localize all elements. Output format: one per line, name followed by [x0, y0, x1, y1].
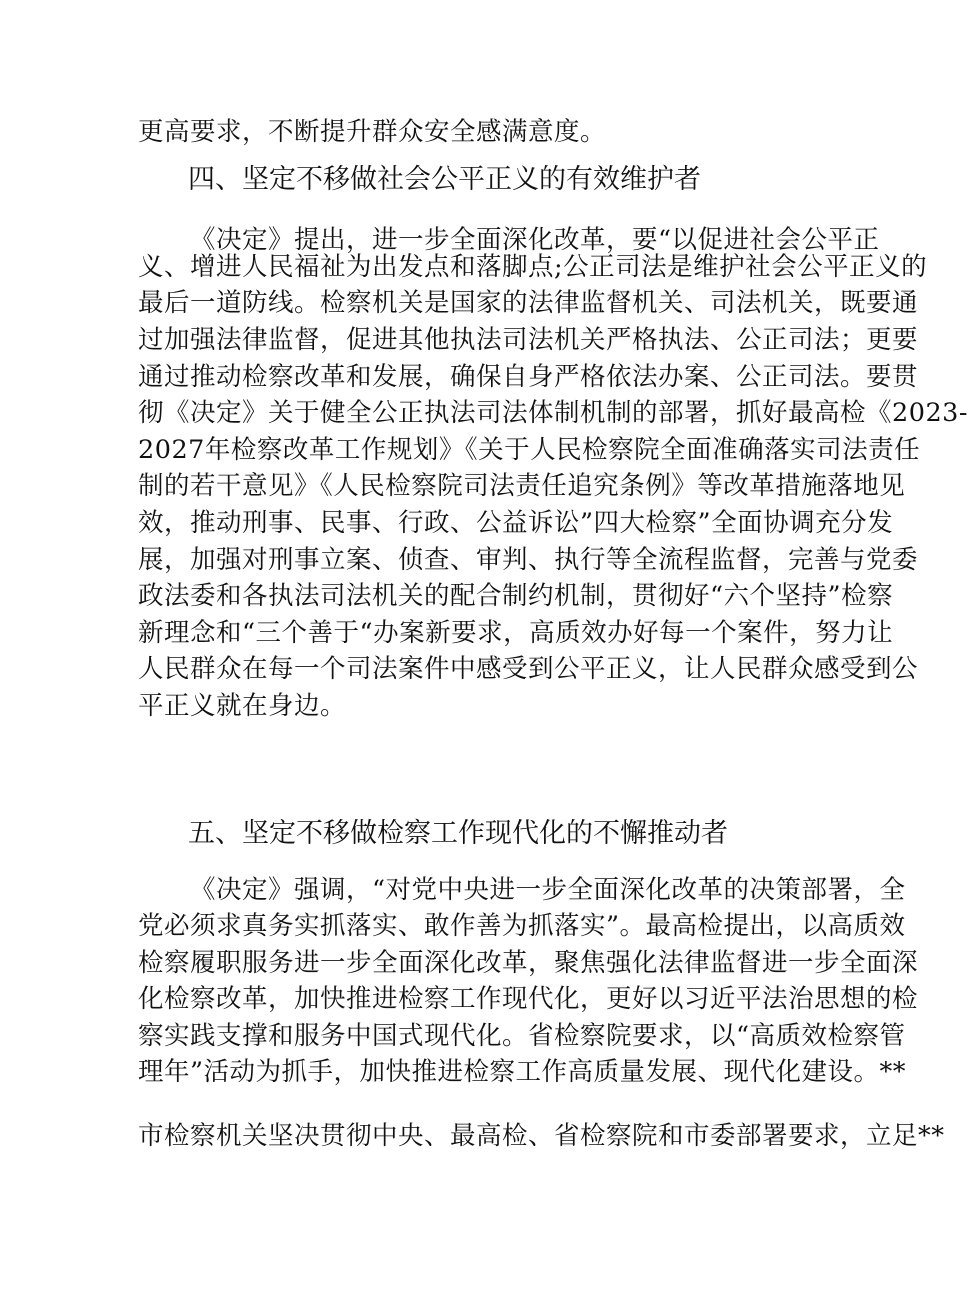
paragraph-line: 效，推动刑事、民事、行政、公益诉讼”四大检察”全面协调充分发 [138, 508, 894, 538]
paragraph-line: 市检察机关坚决贯彻中央、最高检、省检察院和市委部署要求，立足** [138, 1121, 945, 1151]
paragraph-line: 察实践支撑和服务中国式现代化。省检察院要求，以“高质效检察管 [138, 1021, 906, 1051]
paragraph-line: 制的若干意见》《人民检察院司法责任追究条例》等改革措施落地见 [138, 471, 906, 501]
paragraph-line: 化检察改革，加快推进检察工作现代化，更好以习近平法治思想的检 [138, 984, 919, 1014]
paragraph-line: 《决定》强调，“对党中央进一步全面深化改革的决策部署，全 [190, 875, 906, 905]
paragraph-line: 新理念和“三个善于“办案新要求，高质效办好每一个案件，努力让 [138, 618, 894, 648]
paragraph-line: 过加强法律监督，促进其他执法司法机关严格执法、公正司法；更要 [138, 325, 919, 355]
paragraph-line: 展，加强对刑事立案、侦查、审判、执行等全流程监督，完善与党委 [138, 545, 919, 575]
paragraph-line: 义、增进人民福祉为出发点和落脚点;公正司法是维护社会公平正义的 [138, 252, 928, 282]
paragraph-line: 政法委和各执法司法机关的配合制约机制，贯彻好“六个坚持”检察 [138, 581, 894, 611]
paragraph-line: 理年”活动为抓手，加快推进检察工作高质量发展、现代化建设。** [138, 1057, 907, 1087]
paragraph-line: 检察履职服务进一步全面深化改革，聚焦强化法律监督进一步全面深 [138, 948, 919, 978]
paragraph-line: 通过推动检察改革和发展，确保自身严格依法办案、公正司法。要贯 [138, 362, 919, 392]
section-heading-five: 五、坚定不移做检察工作现代化的不懈推动者 [188, 818, 728, 849]
section-heading-four: 四、坚定不移做社会公平正义的有效维护者 [188, 164, 701, 195]
paragraph-line: 更高要求，不断提升群众安全感满意度。 [138, 117, 607, 147]
paragraph-line: 平正义就在身边。 [138, 691, 347, 721]
paragraph-line: 党必须求真务实抓落实、敢作善为抓落实”。最高检提出，以高质效 [138, 911, 906, 941]
paragraph-line: 彻《决定》关于健全公正执法司法体制机制的部署，抓好最高检《2023- [138, 398, 968, 428]
paragraph-line: 人民群众在每一个司法案件中感受到公平正义，让人民群众感受到公 [138, 654, 919, 684]
paragraph-line: 《决定》提出，进一步全面深化改革，要“以促进社会公平正 [190, 225, 880, 255]
paragraph-line: 最后一道防线。检察机关是国家的法律监督机关、司法机关，既要通 [138, 288, 919, 318]
paragraph-line: 2027年检察改革工作规划》《关于人民检察院全面准确落实司法责任 [138, 435, 921, 465]
